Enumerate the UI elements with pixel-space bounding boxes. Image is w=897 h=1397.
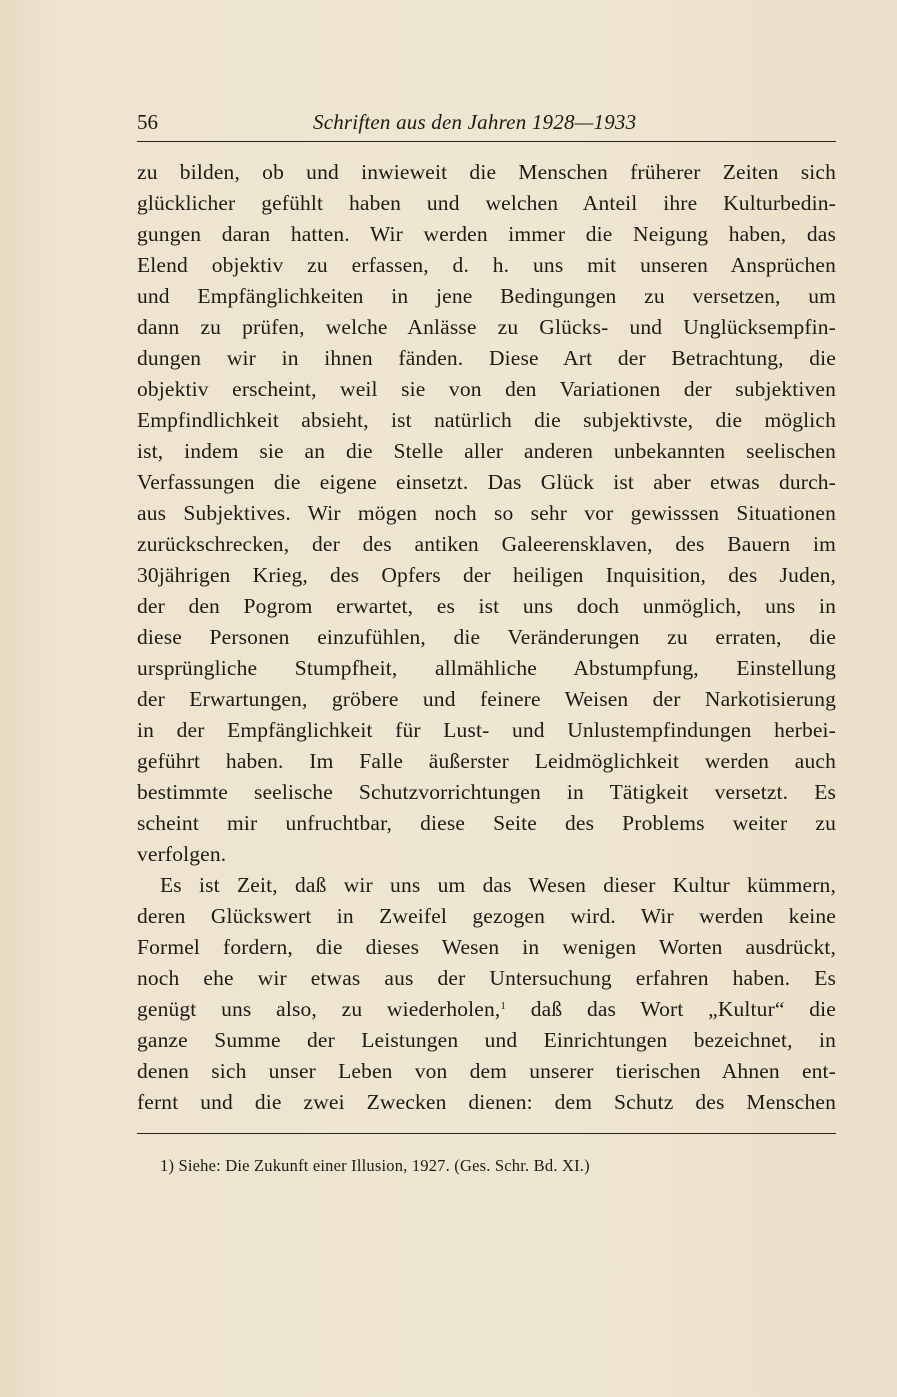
running-title: Schriften aus den Jahren 1928—1933 [313,110,637,134]
text-line: scheint mir unfruchtbar, diese Seite des Problems weiter zu [137,811,836,835]
text-line: in der Empfänglichkeit für Lust- und Unlustempfindungen herbei- [137,718,836,742]
text-line: der Erwartungen, gröbere und feinere Weisen der Narkotisierung [137,687,836,711]
page-number: 56 [137,110,158,134]
text-line: dann zu prüfen, welche Anlässe zu Glücks- und Unglücksempfin- [137,315,836,339]
text-line: verfolgen. [137,842,227,866]
text-line: diese Personen einzufühlen, die Veränderungen zu erraten, die [137,625,836,649]
text-line: ist, indem sie an die Stelle aller anderen unbekannten seelischen [137,439,836,463]
text-line: noch ehe wir etwas aus der Untersuchung erfahren haben. Es [137,966,836,990]
text-line: ursprüngliche Stumpfheit, allmähliche Abstumpfung, Einstellung [137,656,836,680]
text-line: dungen wir in ihnen fänden. Diese Art der Betrachtung, die [137,346,836,370]
text-line: geführt haben. Im Falle äußerster Leidmöglichkeit werden auch [137,749,836,773]
text-fragment: daß das Wort „Kultur“ die [506,997,836,1021]
text-line: fernt und die zwei Zwecken dienen: dem Schutz des Menschen [137,1090,836,1114]
text-line: objektiv erscheint, weil sie von den Variationen der subjektiven [137,377,836,401]
header-rule [137,141,836,142]
text-line: der den Pogrom erwartet, es ist uns doch unmöglich, uns in [137,594,836,618]
footnote-marker: 1 [500,1000,507,1012]
text-line: Verfassungen die eigene einsetzt. Das Glück ist aber etwas durch- [137,470,836,494]
text-line: Es ist Zeit, daß wir uns um das Wesen dieser Kultur kümmern, [160,873,836,897]
text-line: ganze Summe der Leistungen und Einrichtungen bezeichnet, in [137,1028,836,1052]
text-line: und Empfänglichkeiten in jene Bedingungen zu versetzen, um [137,284,836,308]
text-line: Empfindlichkeit absieht, ist natürlich die subjektivste, die möglich [137,408,836,432]
text-line: zurückschrecken, der des antiken Galeerensklaven, des Bauern im [137,532,836,556]
text-line: Elend objektiv zu erfassen, d. h. uns mit unseren Ansprüchen [137,253,836,277]
paragraph-1 [137,157,836,870]
footnote-rule [137,1133,836,1134]
body-text [137,157,836,1118]
paragraph-2 [137,870,836,1118]
text-line: denen sich unser Leben von dem unserer tierischen Ahnen ent- [137,1059,836,1083]
page-header [137,110,837,142]
text-fragment: genügt uns also, zu wiederholen, [137,997,501,1021]
text-line: deren Glückswert in Zweifel gezogen wird. Wir werden keine [137,904,836,928]
text-line-with-footnote [137,994,836,1025]
text-line: bestimmte seelische Schutzvorrichtungen in Tätigkeit versetzt. Es [137,780,836,804]
text-line: Formel fordern, die dieses Wesen in wenigen Worten ausdrückt, [137,935,836,959]
text-line: aus Subjektives. Wir mögen noch so sehr vor gewisssen Situationen [137,501,836,525]
text-line: zu bilden, ob und inwieweit die Menschen früherer Zeiten sich [137,160,836,184]
footnote: 1) Siehe: Die Zukunft einer Illusion, 1927. (Ges. Schr. Bd. XI.) [160,1156,590,1175]
text-line: gungen daran hatten. Wir werden immer die Neigung haben, das [137,222,836,246]
text-line: 30jährigen Krieg, des Opfers der heiligen Inquisition, des Juden, [137,563,836,587]
text-line: glücklicher gefühlt haben und welchen Anteil ihre Kulturbedin- [137,191,836,215]
